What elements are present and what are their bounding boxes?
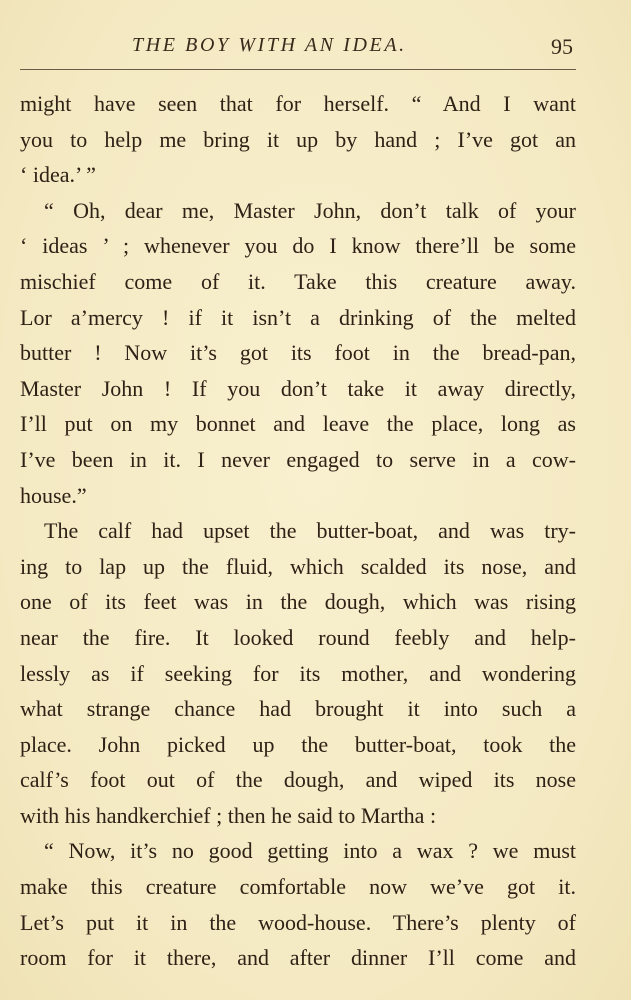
text-line: place. John picked up the butter-boat, took the	[20, 731, 576, 757]
page-header	[20, 28, 575, 68]
running-head: THE BOY WITH AN IDEA.	[132, 34, 407, 56]
text-line: calf’s foot out of the dough, and wiped its nose	[20, 767, 576, 793]
text-line: what strange chance had brought it into such a	[20, 696, 576, 722]
page-number: 95	[551, 34, 573, 59]
text-line: Lor a’mercy ! if it isn’t a drinking of the melted	[20, 304, 576, 330]
text-line: with his handkerchief ; then he said to Martha :	[20, 802, 437, 828]
text-line: ‘ ideas ’ ; whenever you do I know there’ll be some	[20, 233, 576, 259]
text-line: I’ve been in it. I never engaged to serve in a cow-	[20, 446, 576, 472]
text-line: you to help me bring it up by hand ; I’ve got an	[20, 126, 576, 152]
text-line: “ Now, it’s no good getting into a wax ? we must	[44, 838, 576, 864]
text-line: The calf had upset the butter-boat, and was try-	[44, 518, 576, 544]
header-rule	[20, 69, 576, 70]
text-line: ‘ idea.’ ”	[20, 162, 96, 188]
text-line: house.”	[20, 482, 87, 508]
text-line: mischief come of it. Take this creature away.	[20, 268, 576, 294]
text-line: Master John ! If you don’t take it away directly,	[20, 375, 576, 401]
body-text	[20, 86, 576, 976]
text-line: might have seen that for herself. “ And I want	[20, 91, 576, 116]
text-line: room for it there, and after dinner I’ll come and	[20, 945, 576, 971]
text-line: near the fire. It looked round feebly and help-	[20, 624, 576, 650]
text-line: I’ll put on my bonnet and leave the place, long as	[20, 411, 576, 437]
text-line: ing to lap up the fluid, which scalded its nose, and	[20, 553, 576, 579]
text-line: Let’s put it in the wood-house. There’s plenty of	[20, 909, 576, 935]
text-line: lessly as if seeking for its mother, and wondering	[20, 660, 576, 686]
text-line: make this creature comfortable now we’ve got it.	[20, 874, 576, 900]
text-line: one of its feet was in the dough, which was rising	[20, 589, 576, 615]
text-line: “ Oh, dear me, Master John, don’t talk of your	[44, 197, 576, 223]
text-line: butter ! Now it’s got its foot in the bread-pan,	[20, 340, 576, 366]
